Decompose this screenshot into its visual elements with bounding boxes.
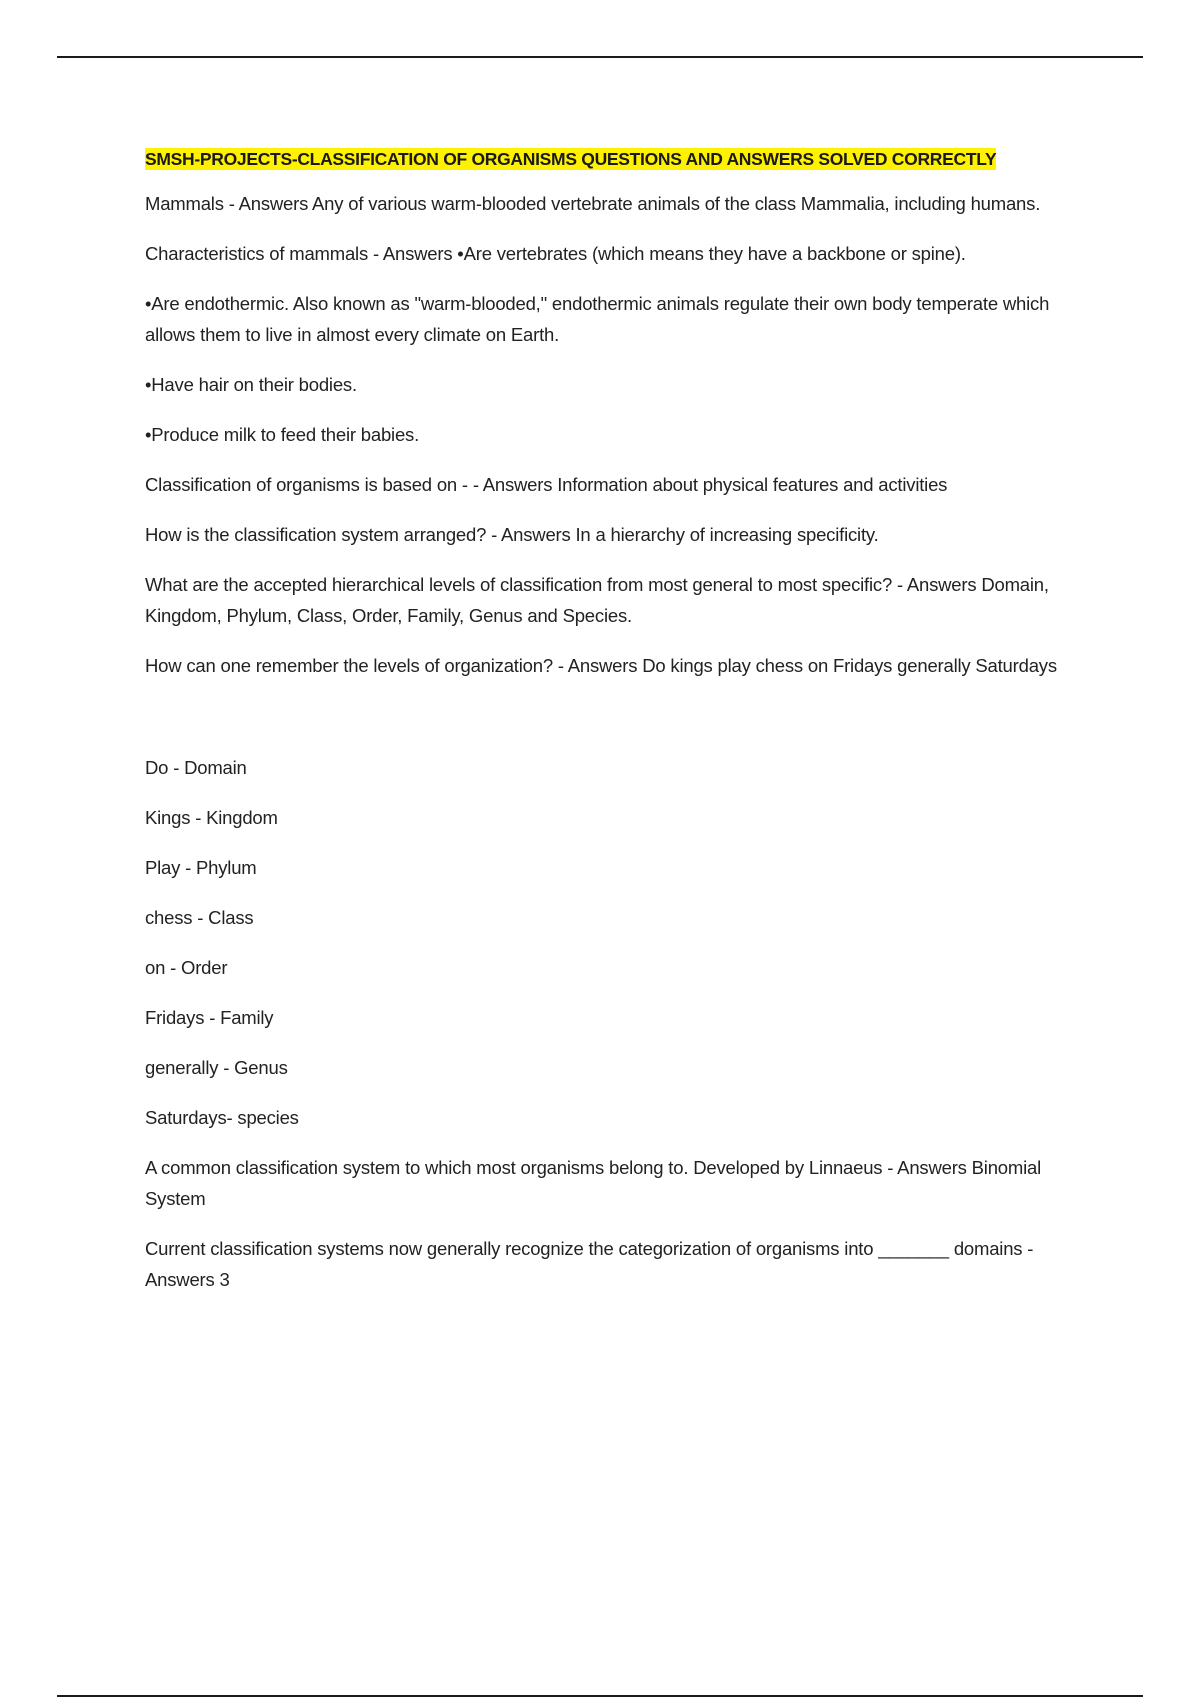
paragraph: How can one remember the levels of organization? - Answers Do kings play chess on Fridays generally Saturdays (145, 655, 1057, 676)
paragraph: Current classification systems now generally recognize the categorization of organisms into _______ domains - Answers 3 (145, 1238, 1034, 1290)
mnemonic-item: generally - Genus (145, 1057, 288, 1078)
mnemonic-item: chess - Class (145, 907, 254, 928)
document-body (145, 146, 1090, 1314)
mnemonic-item: Saturdays- species (145, 1107, 299, 1128)
paragraph: •Are endothermic. Also known as "warm-blooded," endothermic animals regulate their own body temperate which allows them to live in almost every climate on Earth. (145, 293, 1050, 345)
document-title: SMSH-PROJECTS-CLASSIFICATION OF ORGANISMS QUESTIONS AND ANSWERS SOLVED CORRECTLY (145, 149, 997, 169)
paragraph: Mammals - Answers Any of various warm-blooded vertebrate animals of the class Mammalia, including humans. (145, 193, 1041, 214)
mnemonic-item: Play - Phylum (145, 857, 257, 878)
paragraph: What are the accepted hierarchical levels of classification from most general to most specific? - Answers Domain, Kingdom, Phylum, Class, Order, Family, Genus and Species. (145, 574, 1049, 626)
mnemonic-item: Do - Domain (145, 757, 247, 778)
mnemonic-item: on - Order (145, 957, 228, 978)
paragraph: Classification of organisms is based on - - Answers Information about physical features and activities (145, 474, 948, 495)
blank-space (145, 700, 1090, 752)
paragraph: •Have hair on their bodies. (145, 374, 357, 395)
paragraph: Characteristics of mammals - Answers •Are vertebrates (which means they have a backbone or spine). (145, 243, 966, 264)
bottom-rule (57, 1695, 1143, 1697)
paragraph: A common classification system to which most organisms belong to. Developed by Linnaeus - Answers Binomial System (145, 1157, 1042, 1209)
mnemonic-item: Kings - Kingdom (145, 807, 278, 828)
title-line (145, 146, 1090, 174)
top-rule (57, 56, 1143, 58)
paragraph: How is the classification system arranged? - Answers In a hierarchy of increasing specificity. (145, 524, 879, 545)
paragraph: •Produce milk to feed their babies. (145, 424, 420, 445)
mnemonic-item: Fridays - Family (145, 1007, 274, 1028)
